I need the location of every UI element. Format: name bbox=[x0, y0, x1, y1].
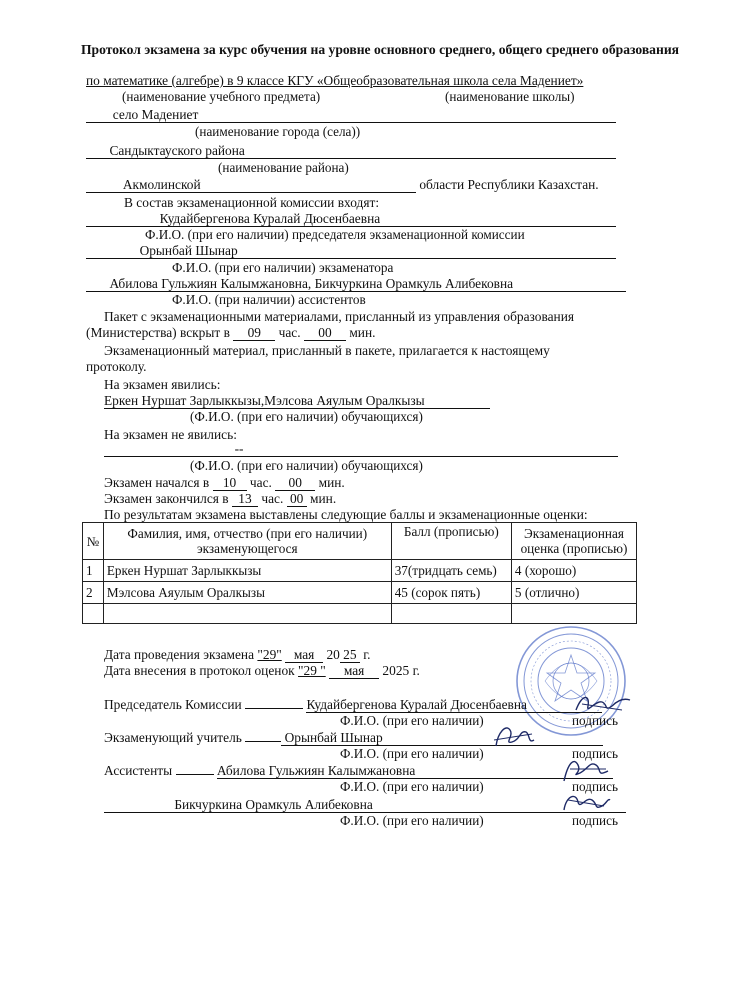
absent-label: На экзамен не явились: bbox=[104, 427, 237, 442]
table-row-empty bbox=[83, 604, 637, 624]
start-min-unit: мин. bbox=[318, 475, 345, 490]
end-min: 00 bbox=[289, 491, 304, 506]
table-row bbox=[83, 560, 637, 582]
row-score: 37(тридцать семь) bbox=[391, 560, 511, 582]
region-value: Акмолинской bbox=[122, 177, 201, 192]
start-label: Экзамен начался в bbox=[104, 475, 210, 490]
end-label: Экзамен закончился в bbox=[104, 491, 229, 506]
end-hour: 13 bbox=[238, 491, 252, 506]
row-student-name: Мэлсова Аяулым Оралкызы bbox=[103, 582, 391, 604]
exam-date-year-suffix: 25 bbox=[343, 647, 357, 662]
entry-date-year-prefix: 20 bbox=[382, 663, 396, 678]
absent-value: -- bbox=[234, 441, 244, 456]
package-min: 00 bbox=[318, 325, 332, 340]
results-intro: По результатам экзамена выставлены следующие баллы и экзаменационные оценки: bbox=[104, 507, 588, 522]
present-names: Еркен Нуршат Зарлыккызы,Мэлсова Аяулым Оралкызы bbox=[104, 393, 425, 408]
subject-line: по математике (алгебре) в 9 классе КГУ «Общеобразовательная школа села Мадениет» bbox=[86, 73, 584, 88]
row-number: 1 bbox=[83, 560, 104, 582]
chair-sig-label: Председатель Комиссии bbox=[104, 697, 242, 712]
entry-date-month: мая bbox=[343, 663, 365, 678]
start-hour-unit: час. bbox=[249, 475, 272, 490]
chair-sig-name: Кудайбергенова Куралай Дюсенбаевна bbox=[306, 697, 527, 712]
package-text-1: Пакет с экзаменационными материалами, присланный из управления образования bbox=[104, 309, 575, 324]
exam-date-day: "29" bbox=[257, 647, 282, 662]
school-caption: (наименование школы) bbox=[445, 89, 575, 104]
package-min-unit: мин. bbox=[349, 325, 376, 340]
table-header-row bbox=[83, 523, 637, 560]
district-value: Сандыктауского района bbox=[109, 143, 245, 158]
assistants-caption: Ф.И.О. (при наличии) ассистентов bbox=[172, 292, 366, 307]
entry-date-label: Дата внесения в протокол оценок bbox=[104, 663, 295, 678]
district-caption: (наименование района) bbox=[218, 160, 349, 175]
assist-sig-name-1: Абилова Гульжиян Калымжановна bbox=[216, 763, 416, 778]
region-suffix: области Республики Казахстан. bbox=[419, 177, 599, 192]
subject-caption: (наименование учебного предмета) bbox=[122, 89, 321, 104]
end-hour-unit: час. bbox=[261, 491, 284, 506]
assist1-signature-caption: подпись bbox=[572, 779, 618, 794]
exam-date-year-prefix: 20 bbox=[326, 647, 340, 662]
examiner-name: Орынбай Шынар bbox=[139, 243, 238, 258]
results-table bbox=[82, 522, 637, 624]
chair-signature-caption: подпись bbox=[572, 713, 618, 728]
examiner-caption: Ф.И.О. (при его наличии) экзаменатора bbox=[172, 260, 394, 275]
header-number: № bbox=[83, 523, 104, 560]
teacher-fio-caption: Ф.И.О. (при его наличии) bbox=[340, 746, 484, 761]
city-value: село Мадениет bbox=[112, 107, 199, 122]
end-min-unit: мин. bbox=[310, 491, 337, 506]
row-student-name: Еркен Нуршат Зарлыккызы bbox=[103, 560, 391, 582]
material-text-1: Экзаменационный материал, присланный в пакете, прилагается к настоящему bbox=[104, 343, 550, 358]
assist1-fio-caption: Ф.И.О. (при его наличии) bbox=[340, 779, 484, 794]
assistant1-signature-icon bbox=[560, 755, 612, 785]
row-grade: 4 (хорошо) bbox=[511, 560, 636, 582]
row-number: 2 bbox=[83, 582, 104, 604]
teacher-sig-label: Экзаменующий учитель bbox=[104, 730, 242, 745]
absent-students-caption: (Ф.И.О. (при его наличии) обучающихся) bbox=[190, 458, 423, 473]
exam-date-year-unit: г. bbox=[363, 647, 371, 662]
row-grade: 5 (отлично) bbox=[511, 582, 636, 604]
assist2-signature-caption: подпись bbox=[572, 813, 618, 828]
teacher-sig-name: Орынбай Шынар bbox=[284, 730, 383, 745]
chairman-caption: Ф.И.О. (при его наличии) председателя экзаменационной комиссии bbox=[145, 227, 525, 242]
entry-date-year-suffix: 25 bbox=[395, 663, 410, 678]
assist-sig-label: Ассистенты bbox=[104, 763, 173, 778]
package-text-2: (Министерства) вскрыт в bbox=[86, 325, 230, 340]
chair-signature-icon bbox=[572, 690, 632, 718]
material-text-2: протоколу. bbox=[86, 359, 147, 374]
teacher-signature-icon bbox=[490, 722, 536, 752]
present-label: На экзамен явились: bbox=[104, 377, 221, 392]
assistant2-signature-icon bbox=[560, 788, 612, 816]
exam-date-label: Дата проведения экзамена bbox=[104, 647, 255, 662]
chair-fio-caption: Ф.И.О. (при его наличии) bbox=[340, 713, 484, 728]
chairman-name: Кудайбергенова Куралай Дюсенбаевна bbox=[159, 211, 381, 226]
entry-date-year-unit: г. bbox=[412, 663, 420, 678]
commission-intro: В состав экзаменационной комиссии входят: bbox=[124, 195, 380, 210]
present-students-caption: (Ф.И.О. (при его наличии) обучающихся) bbox=[190, 409, 423, 424]
table-row bbox=[83, 582, 637, 604]
package-hour: 09 bbox=[247, 325, 261, 340]
exam-date-month: мая bbox=[293, 647, 315, 662]
assist-sig-name-2: Бикчуркина Орамкуль Алибековна bbox=[174, 797, 373, 812]
document-title: Протокол экзамена за курс обучения на уровне основного среднего, общего среднего образования bbox=[80, 42, 680, 57]
city-caption: (наименование города (села)) bbox=[195, 124, 361, 139]
row-score: 45 (сорок пять) bbox=[391, 582, 511, 604]
start-hour: 10 bbox=[222, 475, 237, 490]
teacher-signature-caption: подпись bbox=[572, 746, 618, 761]
package-hour-unit: час. bbox=[278, 325, 301, 340]
start-min: 00 bbox=[288, 475, 302, 490]
assistants-names: Абилова Гульжиян Калымжановна, Бикчуркина Орамкуль Алибековна bbox=[109, 276, 514, 291]
entry-date-day: "29 " bbox=[298, 663, 326, 678]
assist2-fio-caption: Ф.И.О. (при его наличии) bbox=[340, 813, 484, 828]
header-grade: Экзаменационная оценка (прописью) bbox=[511, 523, 636, 560]
header-score: Балл (прописью) bbox=[391, 523, 511, 560]
header-name: Фамилия, имя, отчество (при его наличии) экзаменующегося bbox=[103, 523, 391, 560]
